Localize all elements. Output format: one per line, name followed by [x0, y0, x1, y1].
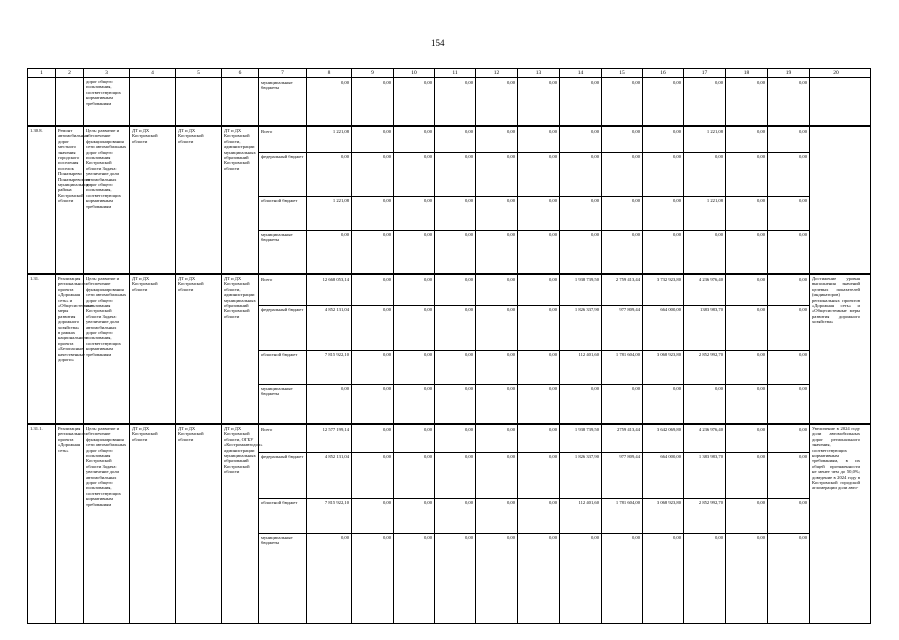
value-cell: 3 068 923,80 — [656, 500, 681, 505]
header-col-9: 9 — [352, 69, 394, 77]
value-cell: 0,00 — [631, 386, 640, 391]
col-2 — [56, 78, 84, 125]
value-cell: 0,00 — [798, 198, 807, 203]
value-cell: 0,00 — [506, 352, 515, 357]
value-cell: 0,00 — [340, 386, 349, 391]
value-cell: 0,00 — [548, 129, 557, 134]
value-cell: 0,00 — [506, 80, 515, 85]
value-cell: 977 809,44 — [619, 454, 640, 459]
funding-source: федеральный бюджет — [261, 454, 304, 459]
header-col-8: 8 — [307, 69, 352, 77]
funding-source: Всего — [261, 277, 273, 282]
table-header-row — [27, 68, 871, 77]
funding-source: Всего — [261, 427, 273, 432]
value-cell: 0,00 — [382, 427, 391, 432]
value-cell: 0,00 — [423, 500, 432, 505]
value-cell: 0,00 — [756, 386, 765, 391]
note-cell — [810, 127, 862, 273]
value-cell: 0,00 — [548, 232, 557, 237]
value-cell: 0,00 — [631, 198, 640, 203]
value-cell: 0,00 — [340, 232, 349, 237]
value-cell: 0,00 — [548, 454, 557, 459]
value-cell: 2759 413,44 — [617, 427, 640, 432]
col-8 — [307, 275, 352, 423]
header-col-1: 1 — [28, 69, 56, 77]
value-cell: 0,00 — [506, 307, 515, 312]
value-cell: 3 068 923,80 — [656, 352, 681, 357]
row-separator — [259, 230, 810, 231]
value-cell: 0,00 — [672, 232, 681, 237]
header-col-11: 11 — [435, 69, 476, 77]
value-cell: 2 852 992,70 — [698, 352, 723, 357]
header-col-12: 12 — [476, 69, 518, 77]
value-cell: 0,00 — [756, 454, 765, 459]
header-col-16: 16 — [643, 69, 684, 77]
value-cell: 0,00 — [382, 129, 391, 134]
value-cell: 0,00 — [548, 277, 557, 282]
col-7 — [259, 275, 307, 423]
value-cell: 0,00 — [756, 277, 765, 282]
value-cell: 0,00 — [506, 129, 515, 134]
note-cell — [810, 78, 862, 125]
header-col-6: 6 — [222, 69, 259, 77]
header-col-3: 3 — [84, 69, 130, 77]
col-6: ДТ и ДХ Костромской области, ОГБУ «Костромаавтодор» администрации муниципальных образований Костромской области — [222, 425, 259, 623]
value-cell: 1 826 337,90 — [574, 307, 599, 312]
value-cell: 0,00 — [423, 386, 432, 391]
value-cell: 0,00 — [672, 154, 681, 159]
funding-source: областной бюджет — [261, 352, 298, 357]
value-cell: 0,00 — [506, 154, 515, 159]
col-2: Реализация регионального проекта «Дорожная сеть» — [56, 425, 84, 623]
value-cell: 0,00 — [506, 535, 515, 540]
col-9 — [352, 275, 394, 423]
value-cell: 0,00 — [548, 427, 557, 432]
header-col-18: 18 — [726, 69, 768, 77]
value-cell: 0,00 — [798, 232, 807, 237]
value-cell: 0,00 — [382, 198, 391, 203]
value-cell: 0,00 — [756, 198, 765, 203]
value-cell: 0,00 — [423, 277, 432, 282]
col-3: Цель: развитие и обеспечение функционирования сети автомобильных дорог общего пользования Костромской области Задача: увеличение доли автомобильных дорог общего пользования, соответствующих нормативным требованиям — [84, 127, 130, 273]
value-cell: 0,00 — [382, 500, 391, 505]
col-4: ДТ и ДХ Костромской области — [130, 425, 176, 623]
value-cell: 0,00 — [423, 427, 432, 432]
value-cell: 0,00 — [423, 129, 432, 134]
row-separator — [259, 533, 810, 534]
value-cell: 0,00 — [506, 277, 515, 282]
page-number: 154 — [431, 38, 445, 48]
header-col-2: 2 — [56, 69, 84, 77]
value-cell: 7 815 922,10 — [324, 352, 349, 357]
value-cell: 0,00 — [714, 154, 723, 159]
value-cell: 0,00 — [382, 454, 391, 459]
value-cell: 0,00 — [548, 500, 557, 505]
value-cell: 0,00 — [464, 232, 473, 237]
value-cell: 0,00 — [423, 80, 432, 85]
value-cell: 0,00 — [382, 277, 391, 282]
col-5 — [176, 78, 222, 125]
col-17 — [684, 275, 726, 423]
value-cell: 7 815 922,10 — [324, 500, 349, 505]
value-cell: 0,00 — [756, 129, 765, 134]
value-cell: 0,00 — [756, 307, 765, 312]
col-13 — [518, 275, 560, 423]
value-cell: 0,00 — [382, 307, 391, 312]
value-cell: 0,00 — [464, 198, 473, 203]
row-separator — [259, 350, 810, 351]
value-cell: 0,00 — [464, 427, 473, 432]
value-cell: 0,00 — [382, 154, 391, 159]
row-separator — [259, 152, 810, 153]
value-cell: 0,00 — [382, 535, 391, 540]
note-cell: Достижение уровня выполнения значений целевых показателей (индикаторов) региональных проектов «Дорожная сеть» и «Общесистемные меры развития дорожного хозяйства» — [812, 276, 860, 325]
value-cell: 1 938 739,50 — [574, 277, 599, 282]
value-cell: 0,00 — [423, 307, 432, 312]
value-cell: 0,00 — [756, 154, 765, 159]
value-cell: 0,00 — [382, 386, 391, 391]
value-cell: 0,00 — [756, 427, 765, 432]
header-col-20: 20 — [833, 70, 839, 76]
col-6: ДТ и ДХ Костромской области, администрации муниципальных образований Костромской области — [222, 127, 259, 273]
value-cell: 0,00 — [548, 154, 557, 159]
value-cell: 0,00 — [798, 427, 807, 432]
value-cell: 3 732 923,80 — [656, 277, 681, 282]
table-block-b1308 — [27, 126, 871, 274]
table-block-cont — [27, 77, 871, 126]
header-col-17: 17 — [684, 69, 726, 77]
col-1 — [28, 78, 56, 125]
header-col-19: 19 — [768, 69, 810, 77]
col-4 — [130, 78, 176, 125]
value-cell: 0,00 — [506, 198, 515, 203]
value-cell: 0,00 — [756, 500, 765, 505]
col-14 — [560, 275, 602, 423]
row-separator — [259, 498, 810, 499]
value-cell: 1 221,08 — [332, 198, 349, 203]
value-cell: 0,00 — [382, 232, 391, 237]
value-cell: 1 826 337,90 — [574, 454, 599, 459]
table-block-b1311 — [27, 424, 871, 624]
value-cell: 0,00 — [672, 198, 681, 203]
col-6: ДТ и ДХ Костромской области, администрации муниципальных образований Костромской области — [222, 275, 259, 423]
value-cell: 0,00 — [464, 307, 473, 312]
row-separator — [259, 196, 810, 197]
value-cell: 3 642 069,80 — [656, 427, 681, 432]
col-5: ДТ и ДХ Костромской области — [176, 127, 222, 273]
col-2: Ремонт автомобильных дорог местного значения городского поселения поселок Поназырево Поназыревского муниципального района Костромской области — [56, 127, 84, 273]
col-10 — [394, 275, 435, 423]
budget-table — [27, 68, 871, 624]
value-cell: 0,00 — [798, 277, 807, 282]
value-cell: 0,00 — [798, 154, 807, 159]
value-cell: 0,00 — [714, 232, 723, 237]
value-cell: 0,00 — [423, 352, 432, 357]
value-cell: 0,00 — [798, 535, 807, 540]
value-cell: 977 809,44 — [619, 307, 640, 312]
value-cell: 0,00 — [506, 386, 515, 391]
value-cell: 1383 983,70 — [700, 307, 723, 312]
value-cell: 0,00 — [631, 535, 640, 540]
value-cell: 0,00 — [631, 232, 640, 237]
row-separator — [259, 452, 810, 453]
value-cell: 0,00 — [756, 80, 765, 85]
value-cell: 0,00 — [631, 154, 640, 159]
value-cell: 112 401,60 — [578, 352, 599, 357]
value-cell: 4 852 131,04 — [324, 307, 349, 312]
value-cell: 0,00 — [464, 535, 473, 540]
value-cell: 0,00 — [590, 386, 599, 391]
col-18 — [726, 275, 768, 423]
value-cell: 0,00 — [798, 129, 807, 134]
value-cell: 0,00 — [590, 198, 599, 203]
value-cell: 0,00 — [548, 386, 557, 391]
value-cell: 1 781 604,00 — [615, 352, 640, 357]
value-cell: 0,00 — [798, 80, 807, 85]
value-cell: 664 000,00 — [660, 307, 681, 312]
value-cell: 0,00 — [672, 129, 681, 134]
funding-source: федеральный бюджет — [261, 154, 304, 159]
funding-source: областной бюджет — [261, 198, 298, 203]
value-cell: 0,00 — [464, 277, 473, 282]
funding-source: Всего — [261, 129, 273, 134]
col-19 — [768, 275, 810, 423]
col-6 — [222, 78, 259, 125]
table-block-b131 — [27, 274, 871, 424]
col-5: ДТ и ДХ Костромской области — [176, 275, 222, 423]
value-cell: 2 759 413,44 — [615, 277, 640, 282]
value-cell: 0,00 — [672, 535, 681, 540]
value-cell: 4 236 976,40 — [698, 277, 723, 282]
value-cell: 0,00 — [631, 129, 640, 134]
col-15 — [602, 275, 643, 423]
col-11 — [435, 275, 476, 423]
value-cell: 0,00 — [756, 232, 765, 237]
col-16 — [643, 275, 684, 423]
row-separator — [259, 305, 810, 306]
value-cell: 664 000,00 — [660, 454, 681, 459]
value-cell: 0,00 — [798, 307, 807, 312]
value-cell: 0,00 — [590, 535, 599, 540]
value-cell: 0,00 — [756, 535, 765, 540]
value-cell: 0,00 — [464, 352, 473, 357]
value-cell: 4 236 976,40 — [698, 427, 723, 432]
value-cell: 0,00 — [548, 307, 557, 312]
col-3: Цель: развитие и обеспечение функционирования сети автомобильных дорог общего пользования Костромской области Задача: увеличение доли автомобильных дорог общего пользования, соответствующих нормативным требованиям — [84, 425, 130, 623]
funding-source: федеральный бюджет — [261, 307, 304, 312]
value-cell: 0,00 — [714, 80, 723, 85]
value-cell: 1 938 739,50 — [574, 427, 599, 432]
value-cell: 0,00 — [506, 232, 515, 237]
value-cell: 0,00 — [798, 386, 807, 391]
value-cell: 0,00 — [464, 129, 473, 134]
header-col-13: 13 — [518, 69, 560, 77]
col-4: ДТ и ДХ Костромской области — [130, 275, 176, 423]
col-4: ДТ и ДХ Костромской области — [130, 127, 176, 273]
value-cell: 0,00 — [590, 232, 599, 237]
value-cell: 0,00 — [798, 500, 807, 505]
value-cell: 0,00 — [756, 352, 765, 357]
col-1: 1.31. — [28, 275, 56, 423]
funding-source: областной бюджет — [261, 500, 298, 505]
header-col-10: 10 — [394, 69, 435, 77]
col-3: Цель: развитие и обеспечение функционирования сети автомобильных дорог общего пользования Костромской области Задача: увеличение доли автомобильных дорог общего пользования, соответствующих нормативным требованиям — [84, 275, 130, 423]
header-col-4: 4 — [130, 69, 176, 77]
value-cell: 1 221,08 — [332, 129, 349, 134]
col-1: 1.31.1. — [28, 425, 56, 623]
value-cell: 0,00 — [423, 535, 432, 540]
value-cell: 0,00 — [340, 154, 349, 159]
value-cell: 0,00 — [464, 80, 473, 85]
funding-source: муниципальные бюджеты — [261, 535, 293, 546]
header-col-5: 5 — [176, 69, 222, 77]
value-cell: 0,00 — [423, 232, 432, 237]
value-cell: 0,00 — [382, 80, 391, 85]
value-cell: 0,00 — [672, 386, 681, 391]
value-cell: 0,00 — [548, 80, 557, 85]
col-1: 1.30.8. — [28, 127, 56, 273]
funding-source: муниципальные бюджеты — [261, 80, 293, 91]
col-2: Реализация регионального проекта «Дорожная сеть» и «Общесистемные меры развития дорожного хозяйства» в рамках национального проекта «Безопасные качественные дороги» — [56, 275, 84, 423]
value-cell: 1 221,08 — [706, 129, 723, 134]
value-cell: 0,00 — [423, 154, 432, 159]
header-col-15: 15 — [602, 69, 643, 77]
value-cell: 0,00 — [506, 500, 515, 505]
value-cell: 0,00 — [590, 129, 599, 134]
value-cell: 0,00 — [548, 198, 557, 203]
col-12 — [476, 275, 518, 423]
value-cell: 0,00 — [798, 352, 807, 357]
value-cell: 12 577 199,14 — [322, 427, 349, 432]
row-separator — [259, 384, 810, 385]
value-cell: 0,00 — [464, 386, 473, 391]
col-3: дорог общего пользования, соответствующих нормативным требованиям — [84, 78, 130, 125]
col-5: ДТ и ДХ Костромской области — [176, 425, 222, 623]
value-cell: 12 668 053,14 — [322, 277, 349, 282]
value-cell: 0,00 — [672, 80, 681, 85]
value-cell: 0,00 — [714, 386, 723, 391]
value-cell: 0,00 — [631, 80, 640, 85]
value-cell: 4 852 131,04 — [324, 454, 349, 459]
value-cell: 0,00 — [423, 454, 432, 459]
value-cell: 0,00 — [340, 535, 349, 540]
header-col-14: 14 — [560, 69, 602, 77]
value-cell: 1 383 983,70 — [698, 454, 723, 459]
value-cell: 1 781 604,00 — [615, 500, 640, 505]
value-cell: 0,00 — [464, 454, 473, 459]
value-cell: 2 852 992,70 — [698, 500, 723, 505]
value-cell: 0,00 — [506, 454, 515, 459]
funding-source: муниципальные бюджеты — [261, 386, 293, 397]
value-cell: 112 401,60 — [578, 500, 599, 505]
value-cell: 0,00 — [590, 80, 599, 85]
value-cell: 0,00 — [423, 198, 432, 203]
header-col-7: 7 — [259, 69, 307, 77]
value-cell: 0,00 — [464, 154, 473, 159]
value-cell: 0,00 — [464, 500, 473, 505]
value-cell: 0,00 — [548, 352, 557, 357]
value-cell: 0,00 — [714, 535, 723, 540]
value-cell: 0,00 — [590, 154, 599, 159]
value-cell: 0,00 — [506, 427, 515, 432]
value-cell: 1 221,08 — [706, 198, 723, 203]
value-cell: 0,00 — [798, 454, 807, 459]
note-cell: Увеличение в 2024 году доли автомобильных дорог регионального значения, соответствующих нормативным требованиям, в их общей протяженности не менее чем до 50,0%; доведение в 2024 году в Костромской городской агломерации доли авто- — [812, 426, 860, 491]
value-cell: 0,00 — [340, 80, 349, 85]
value-cell: 0,00 — [548, 535, 557, 540]
value-cell: 0,00 — [382, 352, 391, 357]
funding-source: муниципальные бюджеты — [261, 232, 293, 243]
